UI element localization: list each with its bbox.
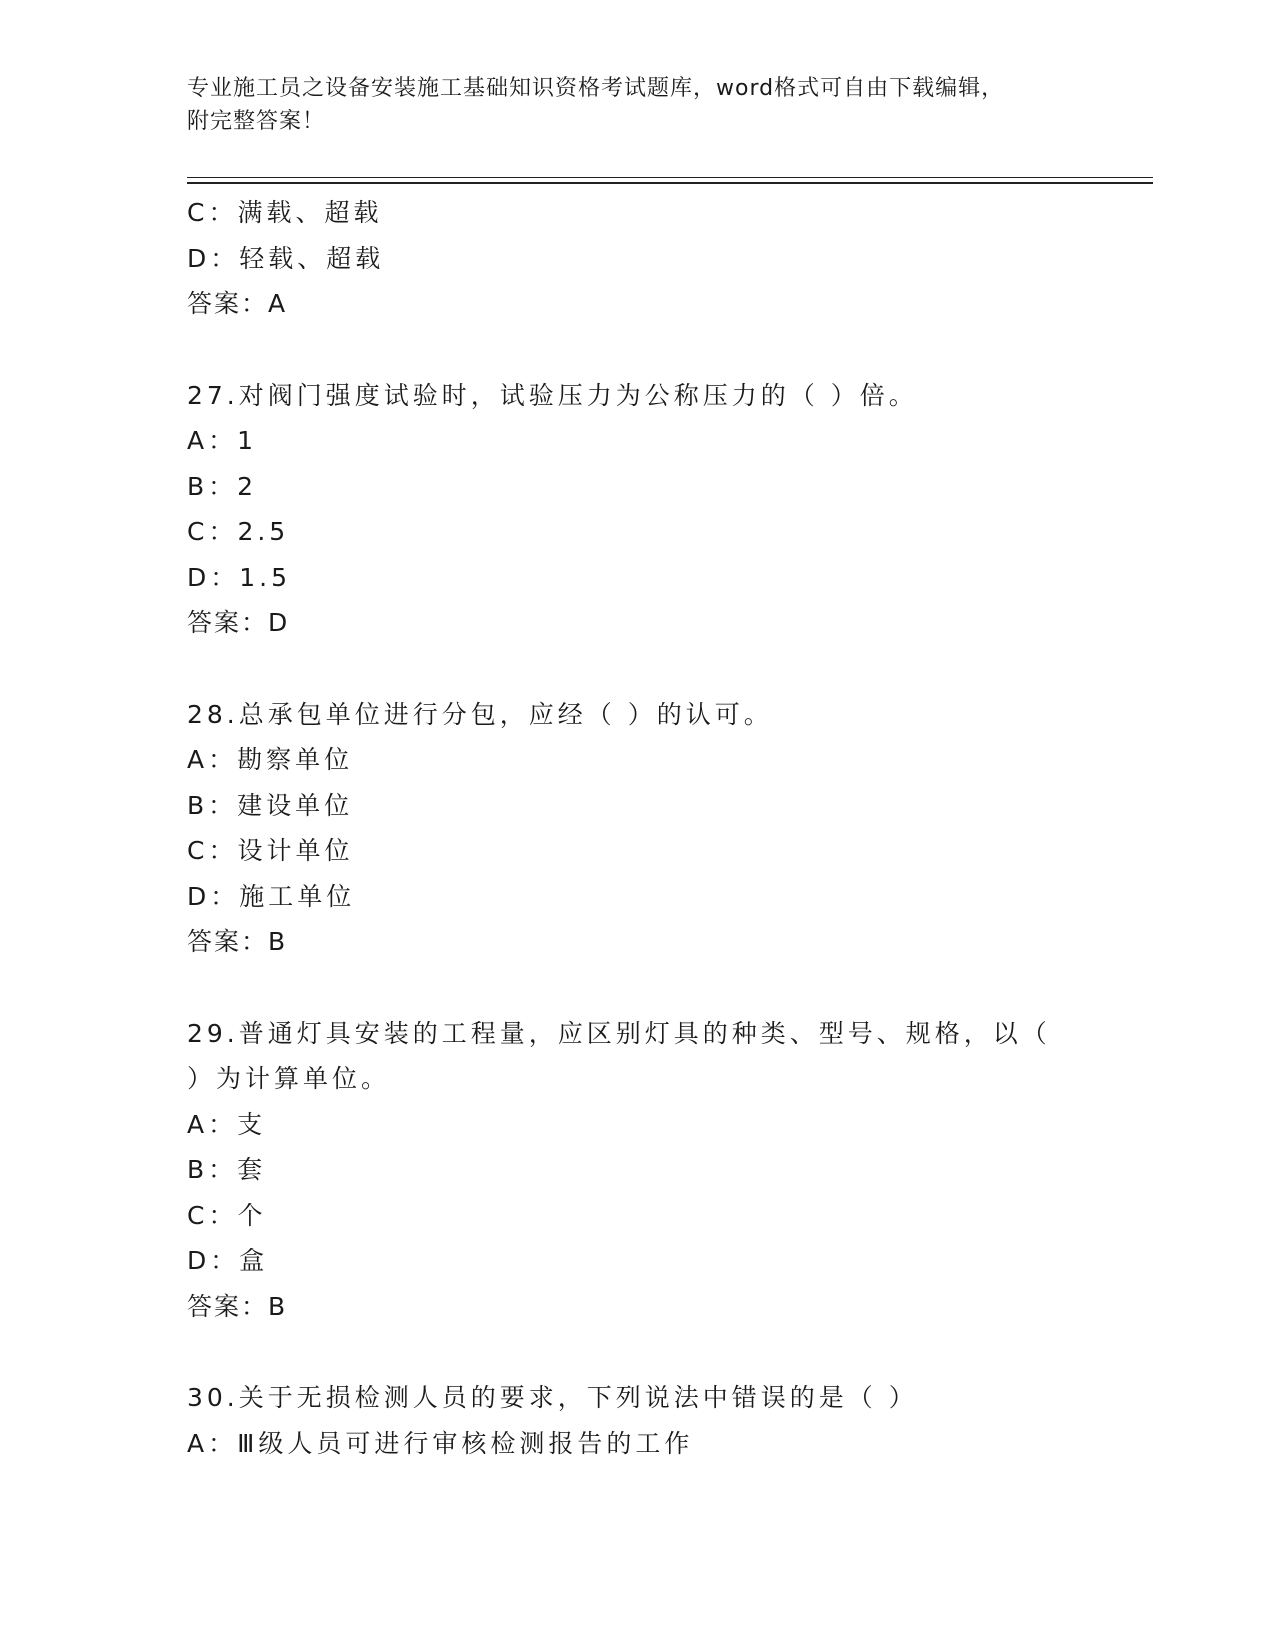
header-line-1: 专业施工员之设备安装施工基础知识资格考试题库，word格式可自由下载编辑， — [187, 76, 1005, 101]
answer-line: 答案：B — [187, 927, 288, 956]
option-c: C：设计单位 — [187, 836, 354, 865]
question-stem: 29.普通灯具安装的工程量，应区别灯具的种类、型号、规格，以（ ）为计算单位。 — [187, 1018, 1051, 1093]
option-a: A：支 — [187, 1109, 267, 1139]
answer-line: 答案：D — [187, 608, 290, 637]
spacer — [187, 646, 1127, 692]
spacer — [187, 327, 1127, 373]
question-29 — [187, 1011, 1127, 1330]
answer-line: 答案：B — [187, 1291, 288, 1321]
option-c: C：满载、超载 — [187, 198, 383, 227]
question-stem: 28.总承包单位进行分包，应经（ ）的认可。 — [187, 699, 773, 729]
question-list — [187, 190, 1127, 1466]
answer-line: 答案：A — [187, 289, 288, 318]
option-d: D：施工单位 — [187, 881, 356, 911]
question-stem: 27.对阀门强度试验时，试验压力为公称压力的（ ）倍。 — [187, 380, 918, 410]
question-28 — [187, 692, 1127, 965]
question-stem: 30.关于无损检测人员的要求，下列说法中错误的是（ ） — [187, 1383, 918, 1412]
question-27 — [187, 373, 1127, 646]
header-line-2: 附完整答案！ — [187, 109, 326, 134]
option-b: B：2 — [187, 471, 258, 501]
option-d: D：轻载、超载 — [187, 243, 385, 273]
question-30 — [187, 1375, 1127, 1466]
option-b: B：建设单位 — [187, 790, 354, 820]
option-a: A：1 — [187, 426, 258, 455]
document-header — [187, 72, 1087, 138]
option-d: D：1.5 — [187, 562, 292, 592]
option-c: C：个 — [187, 1200, 267, 1230]
option-a: A：勘察单位 — [187, 745, 354, 774]
option-b: B：套 — [187, 1155, 267, 1184]
header-divider-thin — [187, 177, 1153, 178]
option-c: C：2.5 — [187, 517, 290, 546]
spacer — [187, 1329, 1127, 1375]
header-divider-thick — [187, 182, 1153, 184]
spacer — [187, 965, 1127, 1011]
option-d: D：盒 — [187, 1246, 269, 1275]
question-block-continued — [187, 190, 1127, 327]
option-a: A：Ⅲ级人员可进行审核检测报告的工作 — [187, 1428, 694, 1458]
